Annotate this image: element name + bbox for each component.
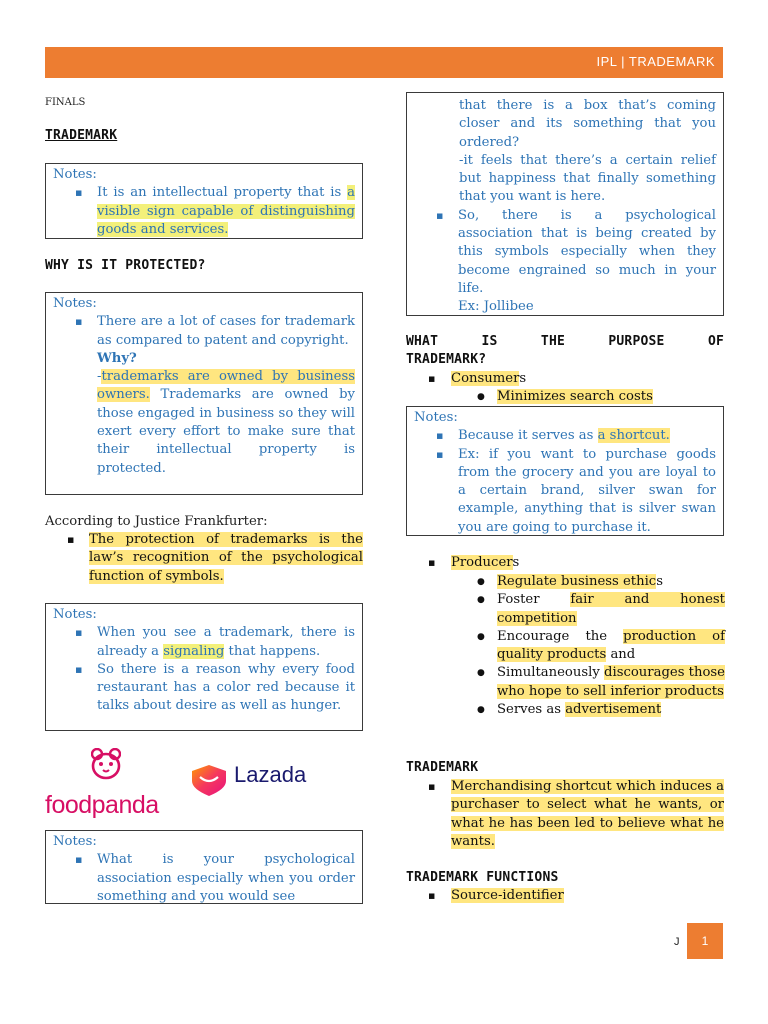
- highlight-text: Minimizes search costs: [497, 389, 653, 404]
- list-item: [453, 664, 725, 701]
- list-item: [453, 628, 725, 665]
- highlight-text: a shortcut.: [597, 428, 670, 444]
- text: So there is a reason why every food restaurant has a color red because it talks about desire as well as hunger.: [97, 661, 355, 714]
- notes-box-continued: [406, 92, 724, 316]
- list-item: [414, 427, 716, 445]
- heading-purpose: WHAT IS THE PURPOSE OF TRADEMARK?: [406, 334, 724, 368]
- text: So, there is a psychological association that is being created by this symbols especially when they become engrained so much in your life.: [458, 207, 716, 296]
- producers-list: [406, 554, 724, 572]
- page-separator: J: [674, 936, 680, 948]
- list-item: [406, 887, 724, 905]
- heading-trademark-functions: TRADEMARK FUNCTIONS: [406, 870, 559, 885]
- list-item: [406, 778, 724, 851]
- list-item: [53, 661, 355, 716]
- quote-text: The protection of trademarks is the law’s recognition of the psychological function of symbols.: [89, 532, 363, 584]
- producers-sublist: [453, 573, 725, 719]
- text: that happens.: [224, 643, 321, 659]
- highlight-text: Source-identifier: [451, 888, 564, 903]
- highlight-text: Merchandising shortcut which induces a purchaser to select what he wants, or what he has been led to believe what he wants.: [451, 779, 724, 849]
- list-item-consumers: [406, 370, 724, 388]
- header-bar: [45, 47, 723, 78]
- panda-icon: [91, 748, 121, 780]
- list-item: [53, 313, 355, 478]
- functions-list: [406, 887, 724, 905]
- why-label: Why?: [97, 350, 137, 366]
- text: Encourage the: [497, 628, 624, 644]
- list-item: [53, 624, 355, 661]
- notes-box-definition: [45, 163, 363, 239]
- highlight-text: Consumer: [451, 371, 520, 386]
- lazada-heart-icon: [190, 763, 228, 797]
- list-item-producers: [406, 554, 724, 572]
- list-item: [453, 573, 725, 591]
- lazada-logo: [190, 763, 305, 799]
- text: What is your psychological association especially when you order something and you would see: [97, 852, 355, 904]
- text: s: [519, 371, 527, 386]
- text: s: [656, 574, 663, 589]
- notes-label: Notes:: [53, 296, 97, 311]
- header-title: IPL | TRADEMARK: [596, 54, 715, 69]
- lazada-wordmark: Lazada: [234, 762, 307, 787]
- highlight-text: Producer: [451, 555, 513, 570]
- list-item: [414, 446, 716, 537]
- heading-trademark-2: TRADEMARK: [406, 760, 479, 775]
- text: When you see a trademark, there is already a: [97, 625, 355, 659]
- consumers-list: [406, 370, 724, 388]
- highlight-text: discourages those who hope to sell inferior products: [497, 665, 725, 699]
- text: Because it serves as: [458, 428, 598, 444]
- text: There are a lot of cases for trademark as compared to patent and copyright.: [97, 314, 355, 348]
- highlight-text: trademarks are owned by business owners.: [97, 369, 355, 403]
- text: and: [606, 647, 636, 663]
- text: Trademarks are owned by those engaged in business so they will exert every effort to make sure that their intellectual property is protected.: [97, 387, 355, 476]
- continued-text-2: -it feels that there’s a certain relief but happiness that finally something that you want is here.: [459, 152, 716, 205]
- consumers-sublist: [453, 388, 723, 406]
- finals-label: FINALS: [45, 97, 86, 108]
- text: Serves as: [497, 702, 566, 718]
- foodpanda-wordmark: foodpanda: [45, 790, 159, 819]
- text: It is an intellectual property that is: [97, 185, 348, 201]
- notes-box-shortcut: [406, 406, 724, 536]
- continued-text-1: that there is a box that’s coming closer and its something that you ordered?: [459, 98, 716, 150]
- notes-box-association: [45, 830, 363, 904]
- heading-why-protected: WHY IS IT PROTECTED?: [45, 258, 206, 273]
- notes-box-signaling: [45, 603, 363, 731]
- highlight-text: production of quality products: [497, 628, 725, 663]
- list-item: [453, 591, 725, 628]
- list-item: [45, 531, 363, 586]
- highlight-text: a visible sign capable of distinguishing goods and services.: [97, 185, 355, 237]
- text: s: [512, 555, 520, 570]
- highlight-text: advertisement: [565, 702, 662, 718]
- trademark-list: [406, 778, 724, 851]
- list-item: [453, 701, 725, 719]
- notes-label: Notes:: [53, 834, 97, 849]
- list-item: [53, 851, 355, 906]
- frankfurter-intro: According to Justice Frankfurter:: [45, 514, 268, 529]
- text: Simultaneously: [497, 665, 605, 681]
- notes-label: Notes:: [53, 607, 97, 622]
- notes-label: Notes:: [414, 410, 458, 425]
- list-item: [414, 207, 716, 317]
- list-item: [453, 388, 723, 406]
- text: Foster: [497, 592, 571, 608]
- highlight-text: signaling: [163, 643, 225, 659]
- page-number: 1: [687, 923, 723, 959]
- highlight-text: Regulate business ethic: [497, 574, 657, 589]
- heading-trademark: TRADEMARK: [45, 128, 118, 143]
- highlight-text: fair and honest competition: [497, 592, 725, 626]
- example-text: Ex: Jollibee: [458, 299, 534, 315]
- notes-box-why: [45, 292, 363, 495]
- foodpanda-logo: [45, 748, 167, 819]
- frankfurter-list: [45, 531, 363, 586]
- dash: -: [97, 369, 102, 385]
- list-item: [53, 184, 355, 239]
- text: Ex: if you want to purchase goods from the grocery and you are loyal to a certain brand, silver swan for example, anything that is silver swan you are going to purchase it.: [458, 446, 716, 535]
- notes-label: Notes:: [53, 167, 97, 182]
